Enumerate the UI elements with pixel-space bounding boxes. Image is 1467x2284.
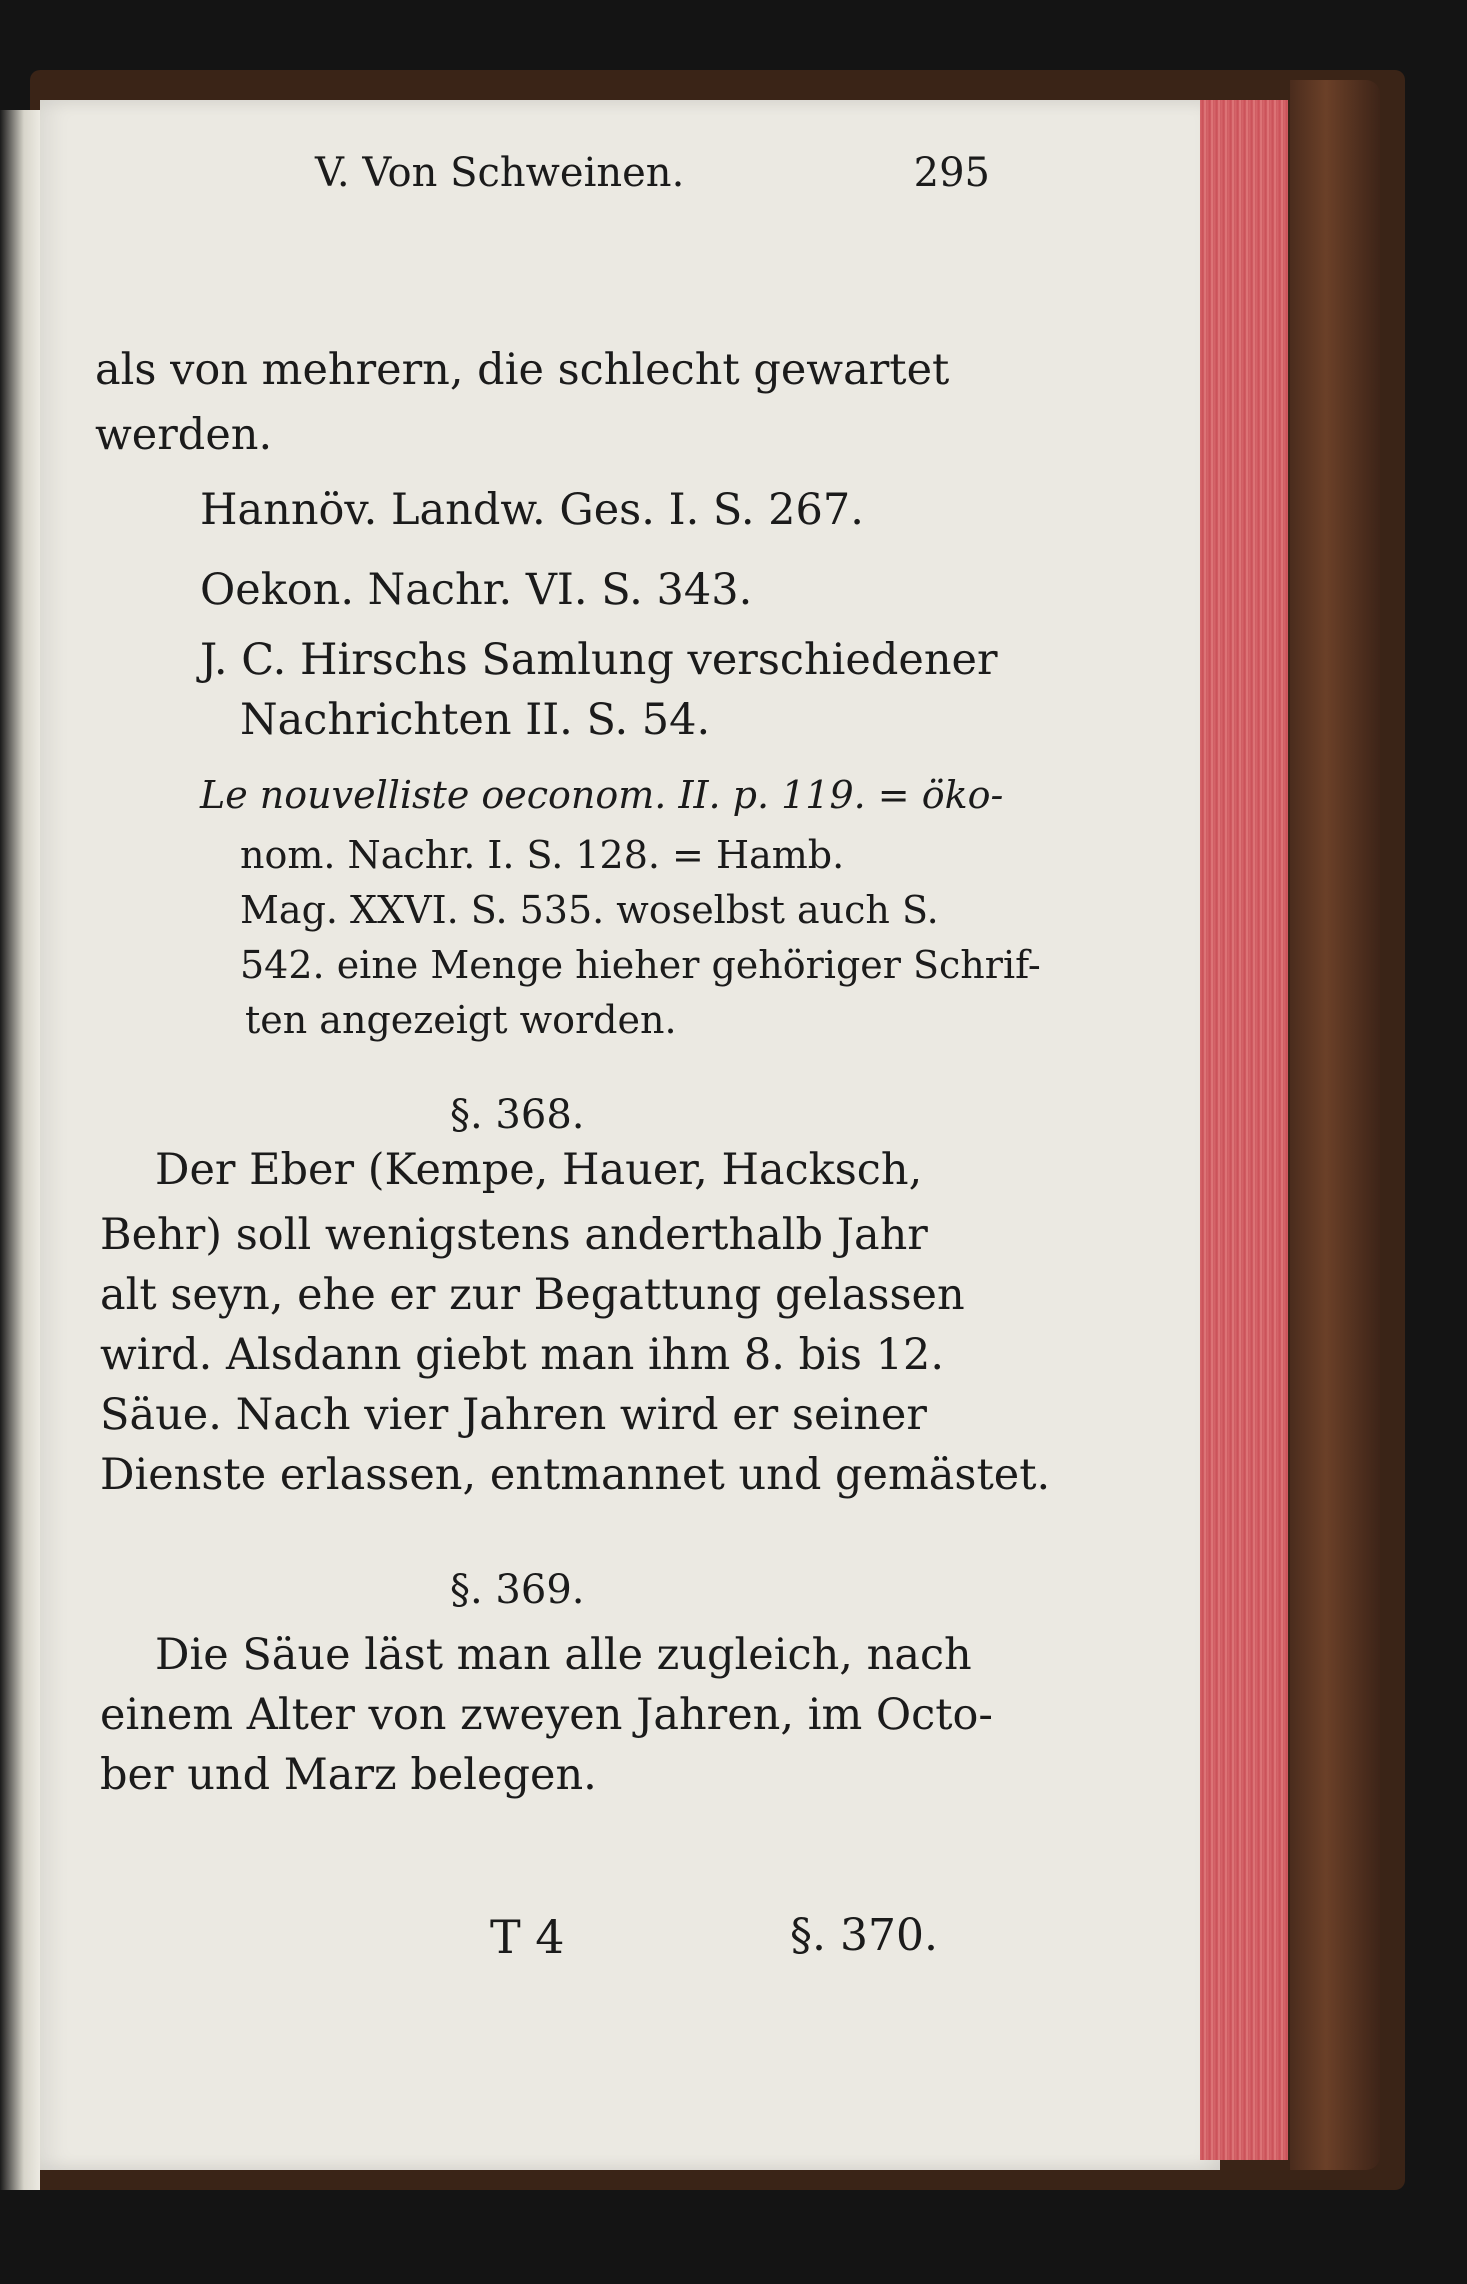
- catchword: §. 370.: [790, 1910, 938, 1961]
- running-header: [270, 140, 990, 210]
- reference-line: J. C. Hirschs Samlung verschiedener: [200, 635, 998, 685]
- paragraph-number: §. 368.: [450, 1092, 585, 1138]
- text-line: einem Alter von zweyen Jahren, im Octo-: [100, 1690, 993, 1740]
- book-spine-edge: [1290, 80, 1380, 2170]
- reference-line: nom. Nachr. I. S. 128. = Hamb.: [240, 833, 845, 877]
- reference-line: ten angezeigt worden.: [245, 998, 677, 1042]
- text-line: als von mehrern, die schlecht gewartet: [95, 345, 950, 395]
- reference-line: Nachrichten II. S. 54.: [240, 695, 711, 745]
- text-line: Dienste erlassen, entmannet und gemästet.: [100, 1450, 1051, 1500]
- reference-line: Le nouvelliste oeconom. II. p. 119. = öko-: [200, 773, 1004, 817]
- paragraph-number: §. 369.: [450, 1567, 585, 1613]
- reference-line: 542. eine Menge hieher gehöriger Schrif-: [240, 943, 1041, 987]
- left-page-edge: [0, 110, 40, 2190]
- red-fore-edge: [1200, 100, 1288, 2160]
- text-line: wird. Alsdann giebt man ihm 8. bis 12.: [100, 1330, 945, 1380]
- reference-line: Mag. XXVI. S. 535. woselbst auch S.: [240, 888, 939, 932]
- text-line: werden.: [95, 410, 273, 460]
- page-number: 295: [913, 150, 990, 196]
- text-line: alt seyn, ehe er zur Begattung gelassen: [100, 1270, 965, 1320]
- reference-line: Hannöv. Landw. Ges. I. S. 267.: [200, 485, 864, 535]
- text-line: Säue. Nach vier Jahren wird er seiner: [100, 1390, 927, 1440]
- text-line: Der Eber (Kempe, Hauer, Hacksch,: [155, 1145, 923, 1195]
- text-line: Die Säue läst man alle zugleich, nach: [155, 1630, 972, 1680]
- running-title: V. Von Schweinen.: [315, 150, 685, 196]
- signature-mark: T 4: [490, 1910, 565, 1964]
- text-line: Behr) soll wenigstens anderthalb Jahr: [100, 1210, 928, 1260]
- text-line: ber und Marz belegen.: [100, 1750, 597, 1800]
- reference-line: Oekon. Nachr. VI. S. 343.: [200, 565, 753, 615]
